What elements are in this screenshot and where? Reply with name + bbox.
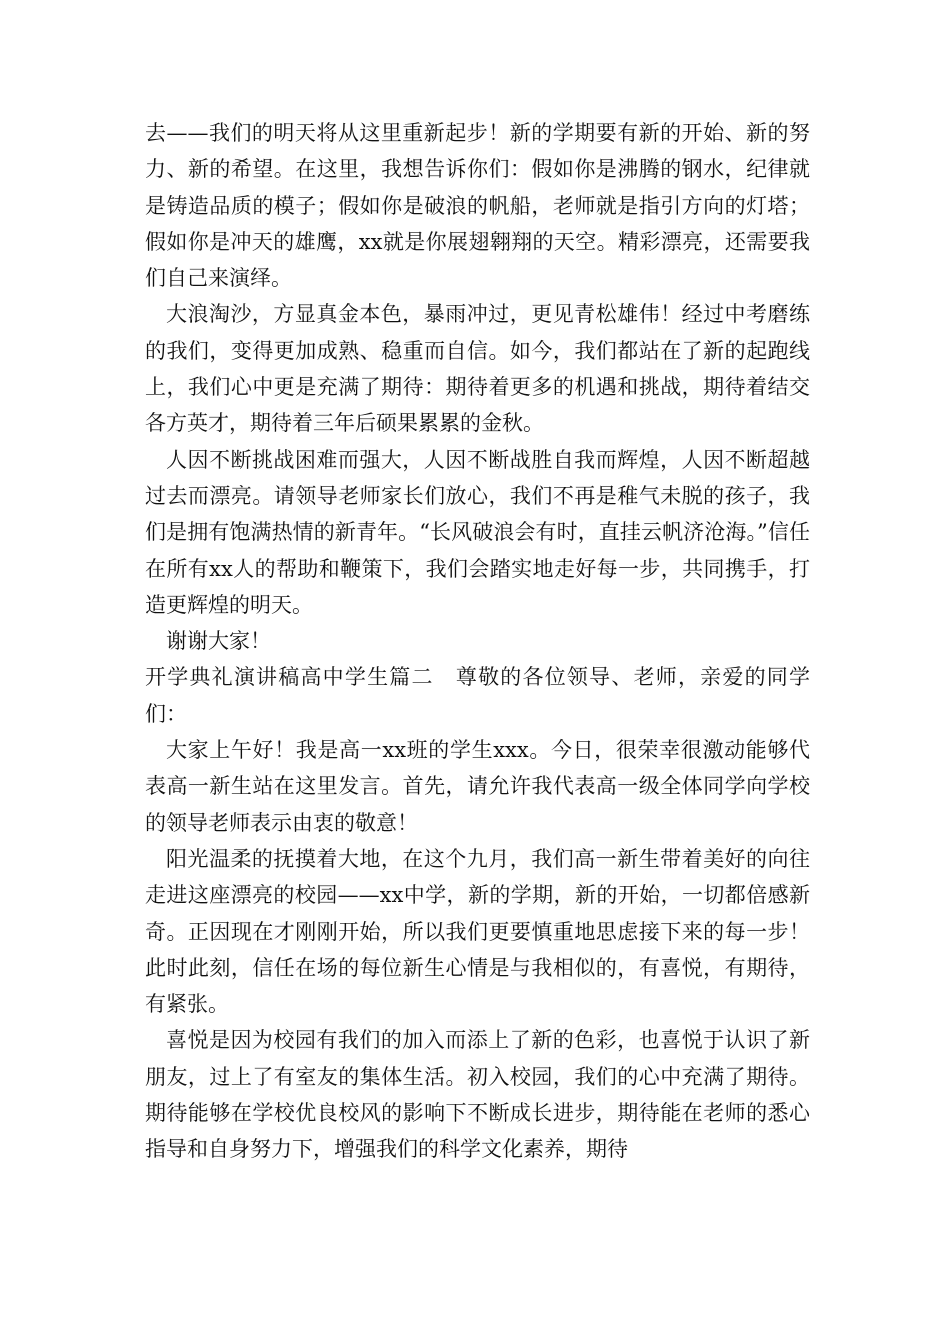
paragraph-thanks: 谢谢大家！ xyxy=(166,629,271,654)
document-page xyxy=(145,115,810,1168)
section-heading: 开学典礼演讲稿高中学生篇二 尊敬的各位领导、老师，亲爱的同学们： xyxy=(145,665,810,726)
paragraph-5: 大家上午好！我是高一xx班的学生xxx。今日，很荣幸很激动能够代表高一新生站在这里发言。首先，请允许我代表高一级全体同学向学校的领导老师表示由衷的敬意！ xyxy=(145,738,810,835)
paragraph-3: 人因不断挑战困难而强大，人因不断战胜自我而辉煌，人因不断超越过去而漂亮。请领导老师家长们放心，我们不再是稚气未脱的孩子，我们是拥有饱满热情的新青年。“长风破浪会有时，直挂云帆济沧海。”信任在所有xx人的帮助和鞭策下，我们会踏实地走好每一步，共同携手，打造更辉煌的明天。 xyxy=(145,447,810,617)
paragraph-6: 阳光温柔的抚摸着大地，在这个九月，我们高一新生带着美好的向往走进这座漂亮的校园——xx中学，新的学期，新的开始，一切都倍感新奇。正因现在才刚刚开始，所以我们更要慎重地思虑接下来的每一步！此时此刻，信任在场的每位新生心情是与我相似的，有喜悦，有期待，有紧张。 xyxy=(145,846,810,1017)
paragraph-1: 去——我们的明天将从这里重新起步！新的学期要有新的开始、新的努力、新的希望。在这里，我想告诉你们：假如你是沸腾的钢水，纪律就是铸造品质的模子；假如你是破浪的帆船，老师就是指引方向的灯塔；假如你是冲天的雄鹰，xx就是你展翅翱翔的天空。精彩漂亮，还需要我们自己来演绎。 xyxy=(145,121,810,291)
paragraph-7: 喜悦是因为校园有我们的加入而添上了新的色彩，也喜悦于认识了新朋友，过上了有室友的集体生活。初入校园，我们的心中充满了期待。期待能够在学校优良校风的影响下不断成长进步，期待能在老师的悉心指导和自身努力下，增强我们的科学文化素养，期待 xyxy=(145,1028,810,1162)
paragraph-2: 大浪淘沙，方显真金本色，暴雨冲过，更见青松雄伟！经过中考磨练的我们，变得更加成熟、稳重而自信。如今，我们都站在了新的起跑线上，我们心中更是充满了期待：期待着更多的机遇和挑战，期待着结交各方英才，期待着三年后硕果累累的金秋。 xyxy=(145,302,810,436)
